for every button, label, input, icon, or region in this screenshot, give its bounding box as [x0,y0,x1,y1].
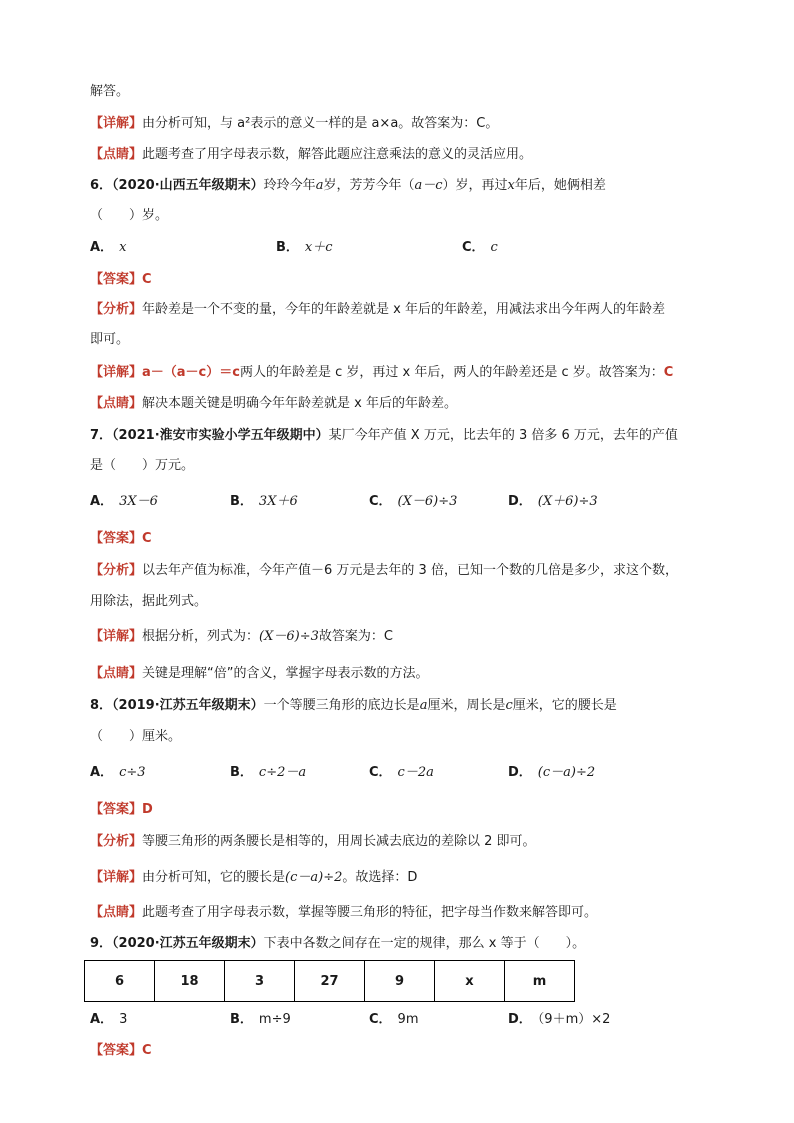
q9-option-c: C． 9m [369,1012,419,1027]
q6-option-c: C． c [462,240,498,255]
q8-option-c: C． c－2a [369,765,434,780]
q6-stem-line2: （ ）岁。 [90,208,169,223]
q8-detail: 【详解】由分析可知，它的腰长是(c－a)÷2。故选择：D [90,870,418,885]
q6-option-b: B． x＋c [276,240,333,255]
q7-option-d: D． (X＋6)÷3 [508,494,598,509]
q5-detail: 【详解】由分析可知，与 a²表示的意义一样的是 a×a。故答案为：C。 [90,116,499,131]
q6-stem: 6．（2020·山西五年级期末）玲玲今年a岁，芳芳今年（a－c）岁，再过x年后，她俩相差 [90,178,606,193]
q9-answer: 【答案】C [90,1043,152,1058]
q8-tip: 【点睛】此题考查了用字母表示数，掌握等腰三角形的特征，把字母当作数来解答即可。 [90,905,598,920]
intro-text: 解答。 [90,84,130,99]
table-cell: x [435,961,505,1002]
q6-option-a: A． x [90,240,127,255]
q5-tip: 【点睛】此题考查了用字母表示数，解答此题应注意乘法的意义的灵活应用。 [90,147,533,162]
q8-option-a: A． c÷3 [90,765,146,780]
q6-analysis: 【分析】年龄差是一个不变的量，今年的年龄差就是 x 年后的年龄差，用减法求出今年两人的年龄差 [90,302,665,317]
q7-stem-line2: 是（ ）万元。 [90,458,195,473]
q7-detail: 【详解】根据分析，列式为：(X－6)÷3故答案为：C [90,629,393,644]
table-cell: 18 [155,961,225,1002]
q6-detail: 【详解】a－（a－c）＝c两人的年龄差是 c 岁，再过 x 年后，两人的年龄差还是 c 岁。故答案为：C [90,365,674,380]
q9-option-d: D． （9＋m）×2 [508,1012,611,1027]
q9-option-b: B． m÷9 [230,1012,291,1027]
q8-answer: 【答案】D [90,802,153,817]
q7-tip: 【点睛】关键是理解“倍”的含义，掌握字母表示数的方法。 [90,666,429,681]
q7-analysis-line2: 用除法，据此列式。 [90,594,208,609]
q6-answer: 【答案】C [90,272,152,287]
q7-analysis: 【分析】以去年产值为标准，今年产值－6 万元是去年的 3 倍，已知一个数的几倍是多少，求这个数， [90,563,678,578]
q8-stem-line2: （ ）厘米。 [90,729,182,744]
table-row [85,961,575,1002]
table-cell: 27 [295,961,365,1002]
table-cell: 3 [225,961,295,1002]
q9-stem: 9．（2020·江苏五年级期末）下表中各数之间存在一定的规律，那么 x 等于（ ）。 [90,936,586,951]
q7-stem: 7．（2021·淮安市实验小学五年级期中）某厂今年产值 X 万元，比去年的 3 倍多 6 万元，去年的产值 [90,428,678,443]
q7-option-b: B． 3X＋6 [230,494,298,509]
q8-analysis: 【分析】等腰三角形的两条腰长是相等的，用周长减去底边的差除以 2 即可。 [90,834,536,849]
table-cell: 6 [85,961,155,1002]
q8-option-d: D． (c－a)÷2 [508,765,596,780]
q9-table [84,960,575,1002]
table-cell: m [505,961,575,1002]
q8-option-b: B． c÷2－a [230,765,307,780]
q9-option-a: A． 3 [90,1012,128,1027]
q7-answer: 【答案】C [90,531,152,546]
q7-option-c: C． (X－6)÷3 [369,494,458,509]
table-cell: 9 [365,961,435,1002]
q8-stem: 8．（2019·江苏五年级期末）一个等腰三角形的底边长是a厘米，周长是c厘米，它的腰长是 [90,698,617,713]
q7-option-a: A． 3X－6 [90,494,158,509]
q6-tip: 【点睛】解决本题关键是明确今年年龄差就是 x 年后的年龄差。 [90,396,457,411]
q6-analysis-line2: 即可。 [90,332,130,347]
